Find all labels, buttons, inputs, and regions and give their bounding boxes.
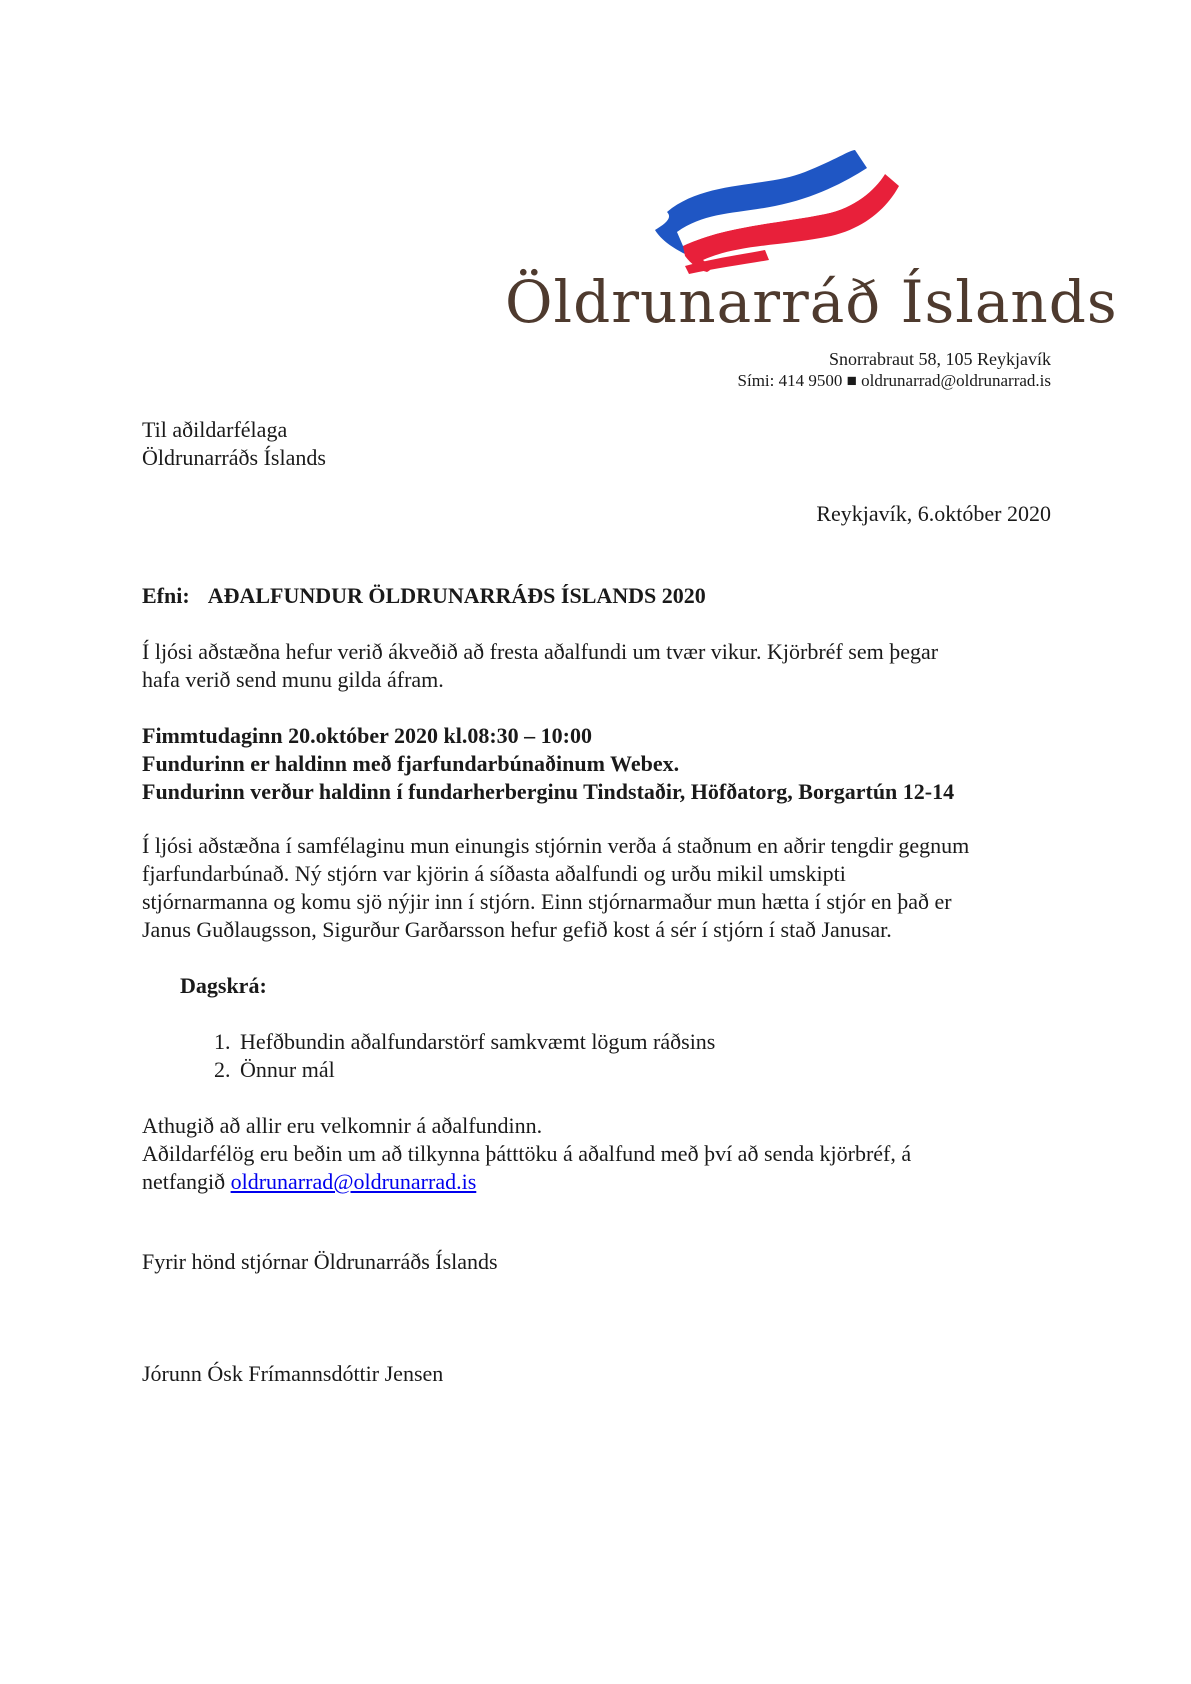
text-line: Í ljósi aðstæðna í samfélaginu mun einungis stjórnin verða á staðnum en aðrir tengdir gegnum	[142, 833, 970, 858]
meeting-details	[142, 722, 1052, 806]
meeting-platform: Fundurinn er haldinn með fjarfundarbúnaðinum Webex.	[142, 751, 680, 776]
email-link[interactable]: oldrunarrad@oldrunarrad.is	[230, 1169, 477, 1194]
signature-name: Jórunn Ósk Frímannsdóttir Jensen	[142, 1361, 444, 1386]
text-line	[142, 1168, 1052, 1196]
header-email: oldrunarrad@oldrunarrad.is	[861, 371, 1051, 390]
meeting-location: Fundurinn verður haldinn í fundarherberginu Tindstaðir, Höfðatorg, Borgartún 12-14	[142, 779, 955, 804]
street-address: Snorrabraut 58, 105 Reykjavík	[829, 349, 1051, 369]
paragraph-registration	[142, 1112, 1052, 1196]
agenda-item-text: Hefðbundin aðalfundarstörf samkvæmt lögum ráðsins	[240, 1029, 716, 1054]
letter-date: Reykjavík, 6.október 2020	[816, 501, 1051, 526]
text-line: Aðildarfélög eru beðin um að tilkynna þátttöku á aðalfund með því að senda kjörbréf, á	[142, 1141, 912, 1166]
text-line: fjarfundarbúnað. Ný stjórn var kjörin á síðasta aðalfundi og urðu mikil umskipti	[142, 861, 846, 886]
separator-icon: ■	[846, 371, 857, 390]
paragraph-postponement	[142, 638, 1052, 694]
flag-ribbon-icon	[655, 150, 905, 275]
text-line: hafa verið send munu gilda áfram.	[142, 667, 444, 692]
agenda-item	[214, 1028, 715, 1056]
agenda-item-number: 2.	[214, 1057, 231, 1082]
agenda-item-number: 1.	[214, 1029, 231, 1054]
recipient	[142, 416, 1052, 472]
email-prefix: netfangið	[142, 1169, 226, 1194]
subject-line	[142, 582, 1052, 610]
recipient-line-2: Öldrunarráðs Íslands	[142, 445, 326, 470]
meeting-time: Fimmtudaginn 20.október 2020 kl.08:30 – 10:00	[142, 723, 593, 748]
recipient-line-1: Til aðildarfélaga	[142, 417, 288, 442]
text-line: Janus Guðlaugsson, Sigurður Garðarsson hefur gefið kost á sér í stjórn í stað Janusar.	[142, 917, 892, 942]
logo-text: Öldrunarráð Íslands	[505, 268, 1118, 336]
text-line: stjórnarmanna og komu sjö nýjir inn í stjórn. Einn stjórnarmaður mun hætta í stjór en það er	[142, 889, 952, 914]
closing-line: Fyrir hönd stjórnar Öldrunarráðs Íslands	[142, 1249, 498, 1274]
agenda-item-text: Önnur mál	[240, 1057, 335, 1082]
subject-text: AÐALFUNDUR ÖLDRUNARRÁÐS ÍSLANDS 2020	[207, 583, 706, 608]
letterhead-address	[738, 348, 1051, 392]
text-line: Athugið að allir eru velkomnir á aðalfundinn.	[142, 1113, 543, 1138]
contact-line	[738, 370, 1051, 392]
subject-label: Efni:	[142, 583, 190, 608]
agenda-item	[214, 1056, 715, 1084]
text-line: Í ljósi aðstæðna hefur verið ákveðið að fresta aðalfundi um tvær vikur. Kjörbréf sem þegar	[142, 639, 939, 664]
paragraph-board-info	[142, 832, 1052, 944]
phone: Sími: 414 9500	[737, 371, 843, 390]
agenda-list	[214, 1028, 715, 1084]
organization-logo	[505, 150, 1118, 340]
agenda-title: Dagskrá:	[180, 973, 267, 998]
